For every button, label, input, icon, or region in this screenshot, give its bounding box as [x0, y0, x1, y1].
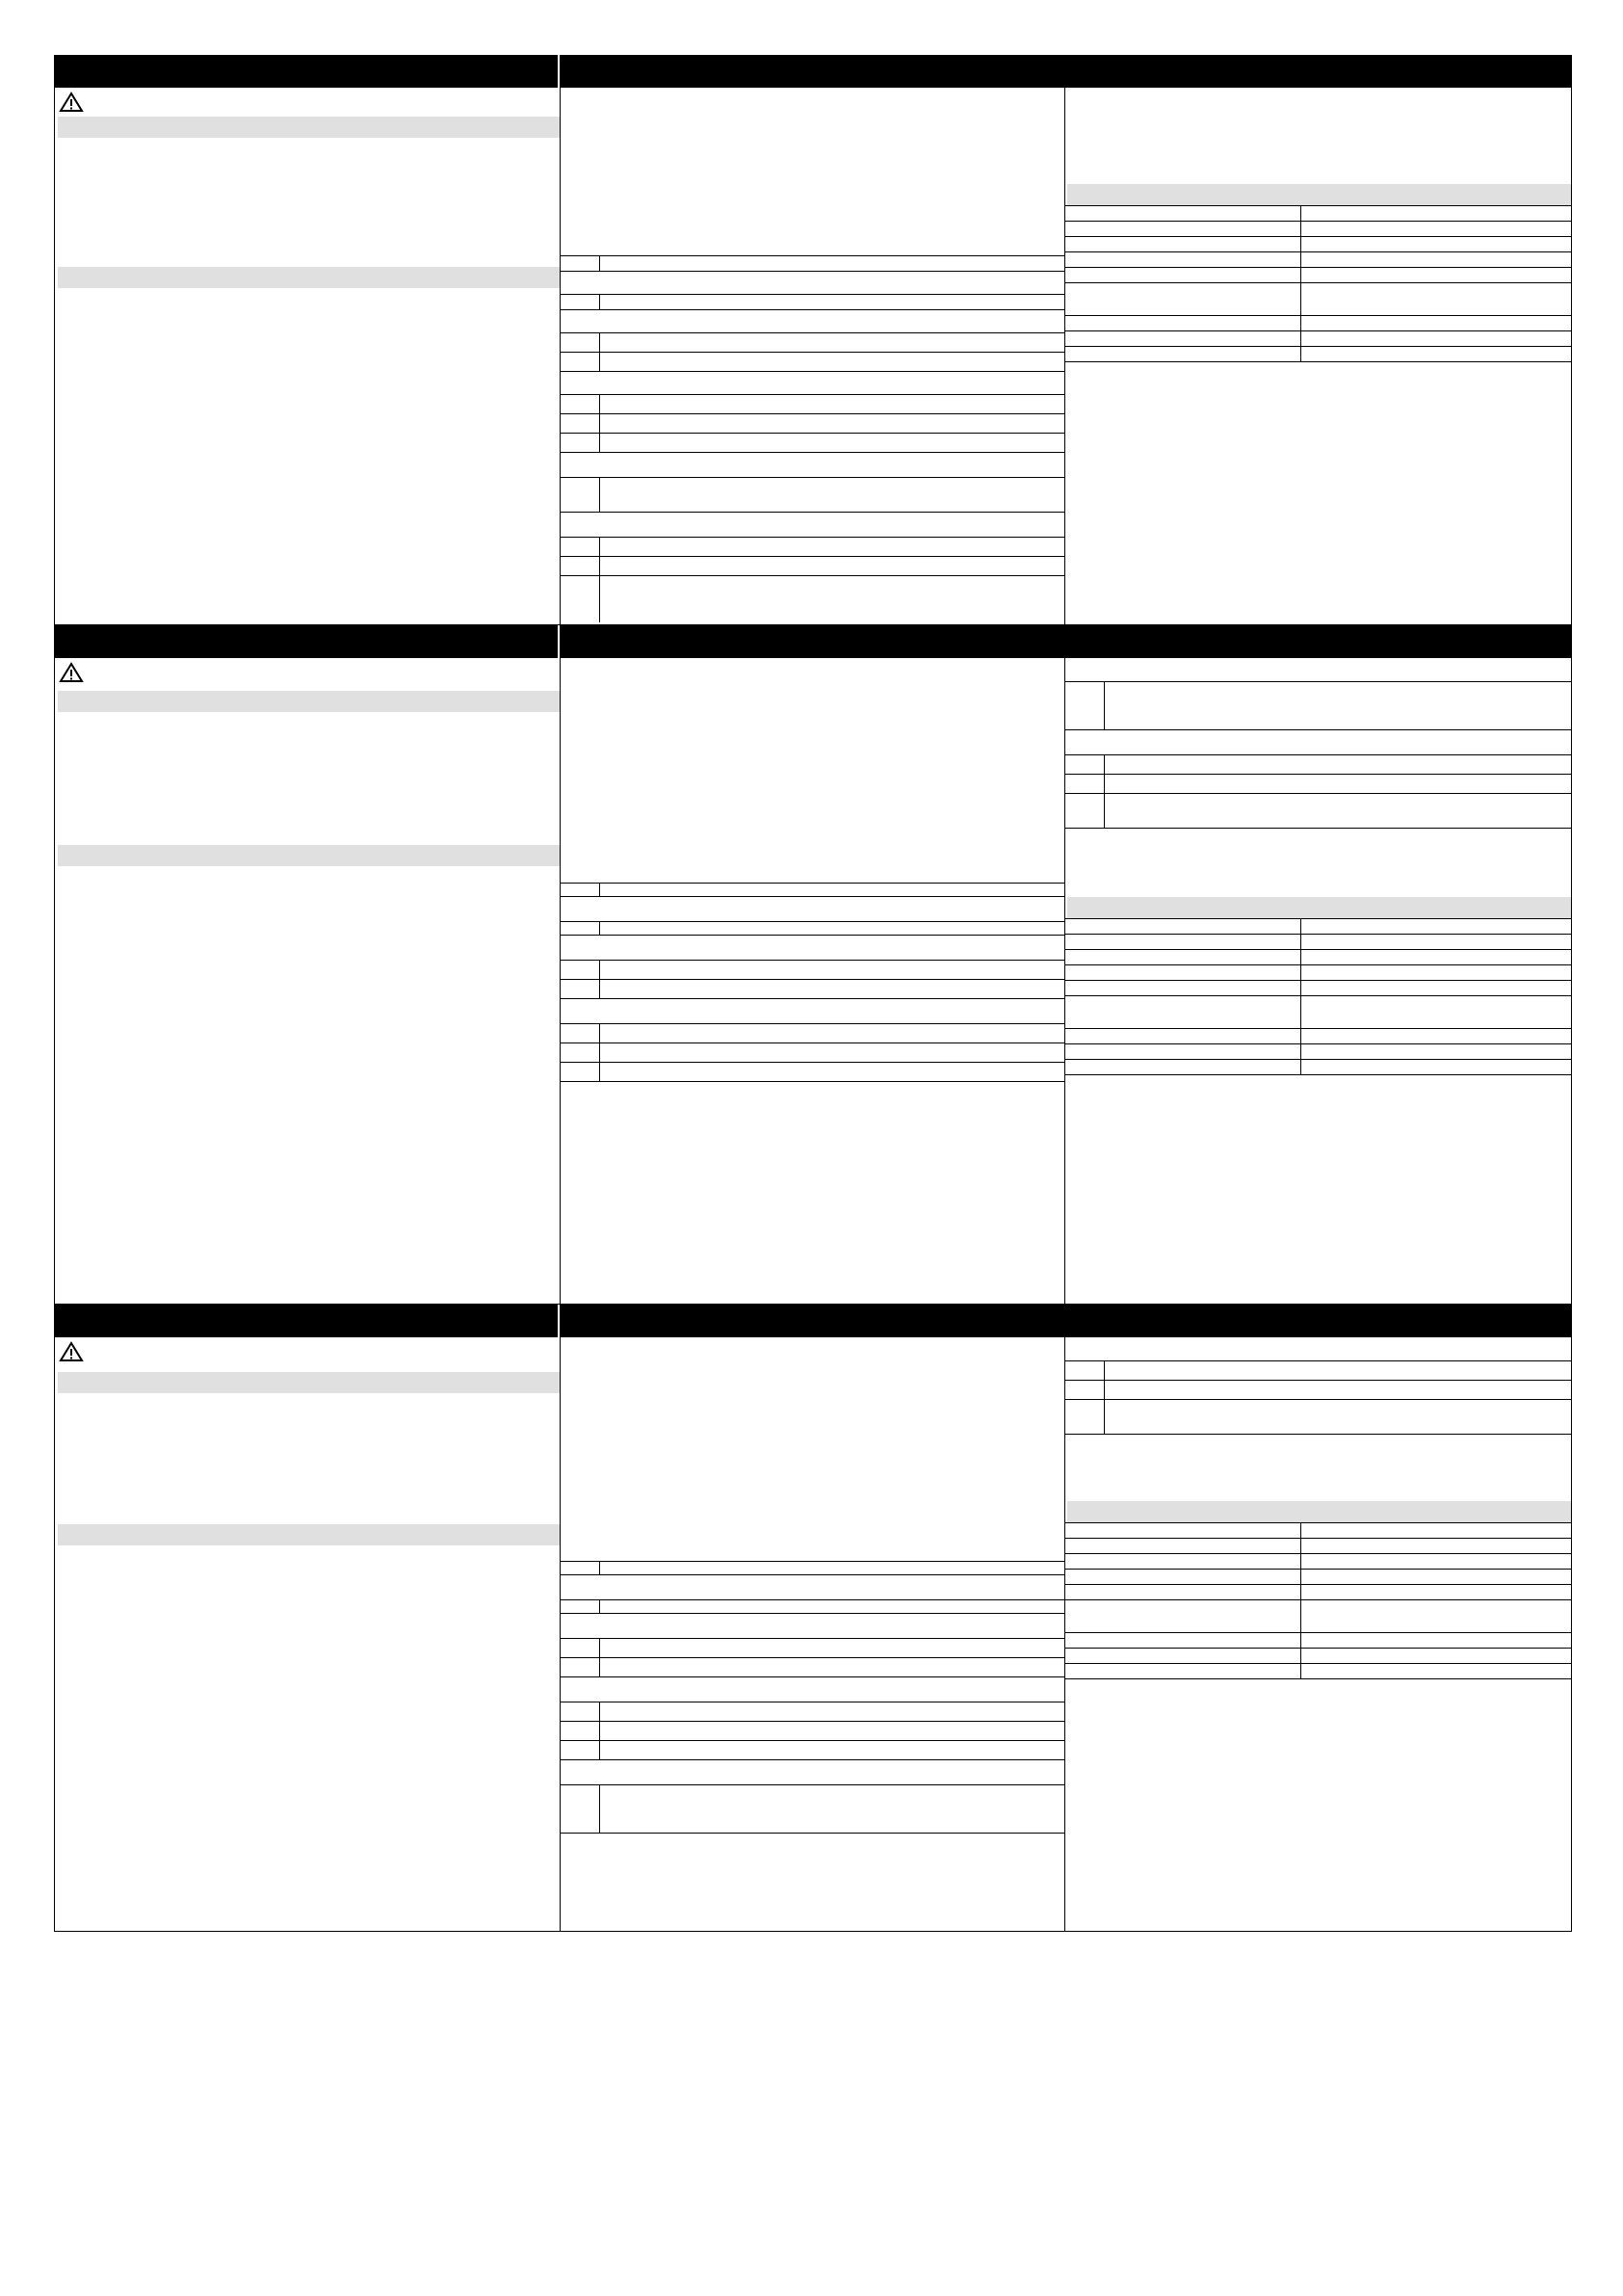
- block-3-step-table: [561, 1561, 1064, 1834]
- table-row: [561, 1722, 1064, 1741]
- table-row: [1065, 682, 1571, 730]
- table-row: [561, 557, 1064, 576]
- block-2-step-table: [561, 883, 1064, 1082]
- table-row: [561, 922, 1064, 936]
- spec-param: [1065, 252, 1571, 254]
- table-row: [1065, 775, 1571, 794]
- block-2: [54, 658, 1572, 1305]
- table-row: [561, 538, 1064, 557]
- table-row: [561, 1600, 1064, 1614]
- spec-param: [1065, 237, 1571, 239]
- table-row: [1065, 1649, 1571, 1664]
- table-row: [561, 1639, 1064, 1658]
- spec-param: [1065, 1633, 1571, 1635]
- table-row: [1065, 950, 1571, 965]
- table-row: [1065, 331, 1571, 347]
- spec-param: [1065, 283, 1571, 285]
- document-sheet: [54, 55, 1572, 1932]
- spec-param: [1065, 965, 1571, 967]
- block-1-step-table: [561, 255, 1064, 622]
- spec-param: [1065, 268, 1571, 270]
- spec-param: [1065, 1060, 1571, 1062]
- table-row: [1065, 1554, 1571, 1570]
- table-row: [1065, 1381, 1571, 1400]
- section-title: [58, 120, 64, 134]
- table-row: [1065, 1600, 1571, 1633]
- block-2-section-1-bar: [58, 691, 560, 712]
- spec-param: [1065, 1600, 1571, 1602]
- table-row: [1065, 347, 1571, 362]
- block-3-right-column: [1065, 1337, 1571, 1931]
- block-3-section-2-bar: [58, 1524, 560, 1545]
- spec-param: [1065, 331, 1571, 333]
- spec-param: [1065, 222, 1571, 224]
- table-row: [1065, 1539, 1571, 1554]
- table-row: [561, 961, 1064, 980]
- spec-param: [1065, 950, 1571, 952]
- block-3-spec-title-bar: [1067, 1501, 1571, 1522]
- table-row: [1065, 316, 1571, 331]
- table-row: [561, 453, 1064, 478]
- table-row: [561, 1614, 1064, 1639]
- spec-param: [1065, 1523, 1571, 1525]
- table-row: [1065, 730, 1571, 755]
- block-1-middle-column: [561, 88, 1065, 624]
- warning-triangle-icon: [59, 662, 84, 683]
- section-title: [58, 1528, 64, 1542]
- table-row: [1065, 1664, 1571, 1679]
- spec-param: [1065, 1664, 1571, 1666]
- block-1-header-right: [560, 55, 1572, 88]
- table-row: [561, 1063, 1064, 1082]
- block-3-step-table-continued: [1065, 1360, 1571, 1435]
- block-1-spec-table: [1065, 205, 1571, 362]
- block-1-header-left: [54, 55, 560, 88]
- block-3-middle-column: [561, 1337, 1065, 1931]
- table-row: [1065, 1633, 1571, 1649]
- table-row: [561, 513, 1064, 538]
- table-row: [561, 295, 1064, 310]
- table-row: [561, 414, 1064, 434]
- spec-param: [1065, 1044, 1571, 1046]
- table-row: [561, 353, 1064, 372]
- block-2-right-column: [1065, 658, 1571, 1304]
- block-1-header-bar: [54, 55, 1572, 88]
- block-1-section-1-bar: [58, 117, 560, 138]
- table-row: [1065, 222, 1571, 237]
- block-1-left-column: [55, 88, 561, 624]
- table-row: [561, 576, 1064, 622]
- spec-param: [1065, 1585, 1571, 1587]
- block-3-header-bar: [54, 1305, 1572, 1337]
- table-row: [561, 1043, 1064, 1063]
- spec-param: [1065, 1649, 1571, 1650]
- table-row: [561, 980, 1064, 999]
- section-title: [58, 1376, 64, 1389]
- table-row: [1065, 1060, 1571, 1075]
- spec-param: [1065, 935, 1571, 937]
- table-row: [561, 395, 1064, 414]
- table-row: [1065, 268, 1571, 283]
- block-2-section-2-bar: [58, 845, 560, 866]
- section-title: [58, 271, 64, 284]
- table-row: [561, 999, 1064, 1024]
- table-row: [1065, 1570, 1571, 1585]
- table-row: [561, 333, 1064, 353]
- warning-triangle-icon: [59, 1341, 84, 1362]
- table-row: [1065, 935, 1571, 950]
- block-1-spec-title-bar: [1067, 184, 1571, 205]
- block-2-spec-table: [1065, 918, 1571, 1075]
- table-row: [561, 434, 1064, 453]
- spec-param: [1065, 347, 1571, 349]
- table-row: [561, 1785, 1064, 1834]
- table-row: [1065, 252, 1571, 268]
- table-row: [1065, 206, 1571, 222]
- table-row: [1065, 755, 1571, 775]
- block-2-header-left: [54, 625, 560, 658]
- table-row: [1065, 1044, 1571, 1060]
- table-row: [1065, 981, 1571, 996]
- spec-param: [1065, 1539, 1571, 1541]
- table-row: [561, 372, 1064, 395]
- table-row: [561, 256, 1064, 272]
- block-3-header-right: [560, 1305, 1572, 1337]
- spec-title: [1067, 901, 1073, 914]
- table-row: [1065, 1029, 1571, 1044]
- warning-triangle-icon: [59, 92, 84, 113]
- block-1-section-2-bar: [58, 267, 560, 288]
- table-row: [561, 936, 1064, 961]
- table-row: [561, 1024, 1064, 1043]
- table-row: [1065, 1523, 1571, 1539]
- block-1-right-column: [1065, 88, 1571, 624]
- section-title: [58, 695, 64, 708]
- table-row: [561, 1677, 1064, 1702]
- table-row: [561, 478, 1064, 513]
- block-3-header-left: [54, 1305, 560, 1337]
- table-row: [561, 897, 1064, 922]
- block-3: [54, 1337, 1572, 1932]
- spec-param: [1065, 981, 1571, 983]
- spec-param: [1065, 206, 1571, 208]
- table-row: [1065, 996, 1571, 1029]
- block-3-left-column: [55, 1337, 561, 1931]
- spec-param: [1065, 316, 1571, 318]
- table-row: [1065, 1585, 1571, 1600]
- block-2-header-right: [560, 625, 1572, 658]
- block-1: [54, 88, 1572, 625]
- table-row: [1065, 237, 1571, 252]
- table-row: [1065, 919, 1571, 935]
- block-2-middle-column: [561, 658, 1065, 1304]
- block-3-section-1-bar: [58, 1372, 560, 1393]
- spec-param: [1065, 1554, 1571, 1556]
- spec-param: [1065, 996, 1571, 998]
- table-row: [561, 1760, 1064, 1785]
- spec-title: [1067, 1505, 1073, 1518]
- table-row: [1065, 794, 1571, 829]
- table-row: [561, 272, 1064, 295]
- table-row: [561, 310, 1064, 333]
- table-row: [561, 1658, 1064, 1677]
- table-row: [561, 884, 1064, 897]
- block-2-step-table-continued: [1065, 681, 1571, 829]
- table-row: [1065, 1361, 1571, 1381]
- block-2-spec-title-bar: [1067, 897, 1571, 918]
- table-row: [561, 1702, 1064, 1722]
- block-2-left-column: [55, 658, 561, 1304]
- spec-param: [1065, 919, 1571, 921]
- spec-param: [1065, 1570, 1571, 1571]
- table-row: [1065, 283, 1571, 316]
- section-title: [58, 849, 64, 862]
- table-row: [561, 1562, 1064, 1575]
- table-row: [561, 1575, 1064, 1600]
- spec-param: [1065, 1029, 1571, 1031]
- spec-title: [1067, 188, 1073, 201]
- table-row: [561, 1741, 1064, 1760]
- table-row: [1065, 965, 1571, 981]
- table-row: [1065, 1400, 1571, 1435]
- block-3-spec-table: [1065, 1522, 1571, 1679]
- block-2-header-bar: [54, 625, 1572, 658]
